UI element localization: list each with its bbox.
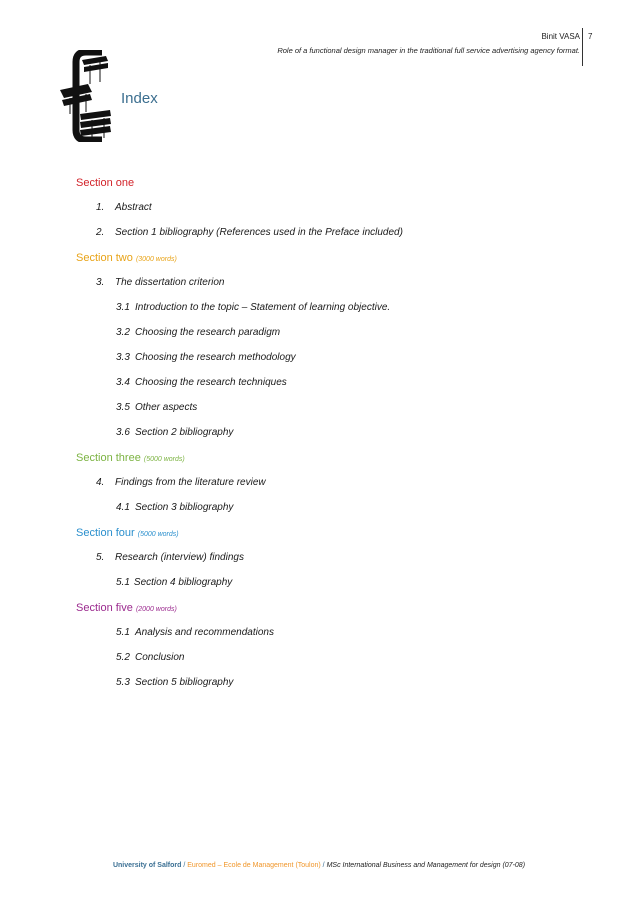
header-author: Binit VASA — [541, 32, 580, 41]
toc-item — [76, 551, 576, 576]
toc-number: 5.1 — [116, 627, 130, 638]
toc-number: 5.2 — [116, 652, 130, 663]
toc-text: Section 2 bibliography — [135, 427, 234, 438]
toc-number: 3. — [96, 277, 105, 288]
stacked-chairs-icon — [56, 50, 116, 142]
toc-text: Section 4 bibliography — [133, 577, 233, 588]
toc-text: Conclusion — [135, 652, 185, 663]
toc-text: Choosing the research paradigm — [135, 327, 281, 338]
toc-text: Section 3 bibliography — [135, 502, 234, 513]
section-label: Section two — [76, 252, 133, 264]
toc-number: 5.3 — [116, 677, 130, 688]
toc-subitem — [76, 426, 576, 451]
footer-course: MSc International Business and Management for design (07-08) — [326, 862, 526, 869]
toc-number: 3.2 — [116, 327, 130, 338]
toc-subitem — [76, 401, 576, 426]
toc-text: Choosing the research techniques — [135, 377, 287, 388]
footer-separator: / — [181, 862, 188, 869]
toc-text: The dissertation criterion — [115, 277, 225, 288]
toc-text: Choosing the research methodology — [135, 352, 296, 363]
toc-number: 2. — [96, 227, 105, 238]
toc-item — [76, 201, 576, 226]
toc-subitem — [76, 326, 576, 351]
toc-number: 3.3 — [116, 352, 130, 363]
toc-subitem — [76, 501, 576, 526]
toc-subitem — [76, 626, 576, 651]
header-divider — [582, 28, 583, 66]
section-one-heading — [76, 176, 576, 201]
toc-number: 4.1 — [116, 502, 130, 513]
footer-school: Euromed – Ecole de Management (Toulon) — [187, 862, 321, 869]
toc-number: 3.4 — [116, 377, 130, 388]
toc-number: 5.1 — [116, 577, 130, 588]
toc-number: 3.6 — [116, 427, 130, 438]
section-word-count: (2000 words) — [135, 606, 177, 613]
section-label: Section four — [76, 527, 135, 539]
toc-number: 5. — [96, 552, 105, 563]
toc-subitem — [76, 376, 576, 401]
footer — [0, 862, 638, 869]
toc-text: Section 1 bibliography (References used in the Preface included) — [115, 227, 403, 238]
toc-number: 3.5 — [116, 402, 130, 413]
toc-number: 1. — [96, 202, 105, 213]
toc-text: Findings from the literature review — [115, 477, 266, 488]
section-label: Section five — [76, 602, 133, 614]
toc-subitem — [76, 576, 576, 601]
toc-subitem — [76, 301, 576, 326]
section-word-count: (3000 words) — [135, 256, 177, 263]
section-five-heading — [76, 601, 576, 626]
section-two-heading — [76, 251, 576, 276]
toc-number: 4. — [96, 477, 105, 488]
toc-number: 3.1 — [116, 302, 130, 313]
section-word-count: (5000 words) — [143, 456, 185, 463]
toc-text: Research (interview) findings — [115, 552, 244, 563]
toc-item — [76, 476, 576, 501]
toc-text: Section 5 bibliography — [135, 677, 234, 688]
toc-item — [76, 226, 576, 251]
toc-text: Analysis and recommendations — [135, 627, 274, 638]
page-number: 7 — [588, 32, 593, 41]
section-label: Section three — [76, 452, 141, 464]
toc-text: Introduction to the topic – Statement of learning objective. — [135, 302, 391, 313]
toc-text: Other aspects — [135, 402, 198, 413]
section-three-heading — [76, 451, 576, 476]
toc-text: Abstract — [115, 202, 152, 213]
toc-subitem — [76, 651, 576, 676]
toc-subitem — [76, 676, 576, 701]
header-subtitle: Role of a functional design manager in the traditional full service advertising agency format. — [277, 46, 580, 55]
toc-item — [76, 276, 576, 301]
section-four-heading — [76, 526, 576, 551]
page-title: Index — [121, 90, 158, 107]
section-word-count: (5000 words) — [137, 531, 179, 538]
table-of-contents — [76, 176, 576, 701]
toc-subitem — [76, 351, 576, 376]
footer-university: University of Salford — [112, 862, 182, 869]
footer-separator: / — [320, 862, 327, 869]
section-label: Section one — [76, 177, 135, 189]
